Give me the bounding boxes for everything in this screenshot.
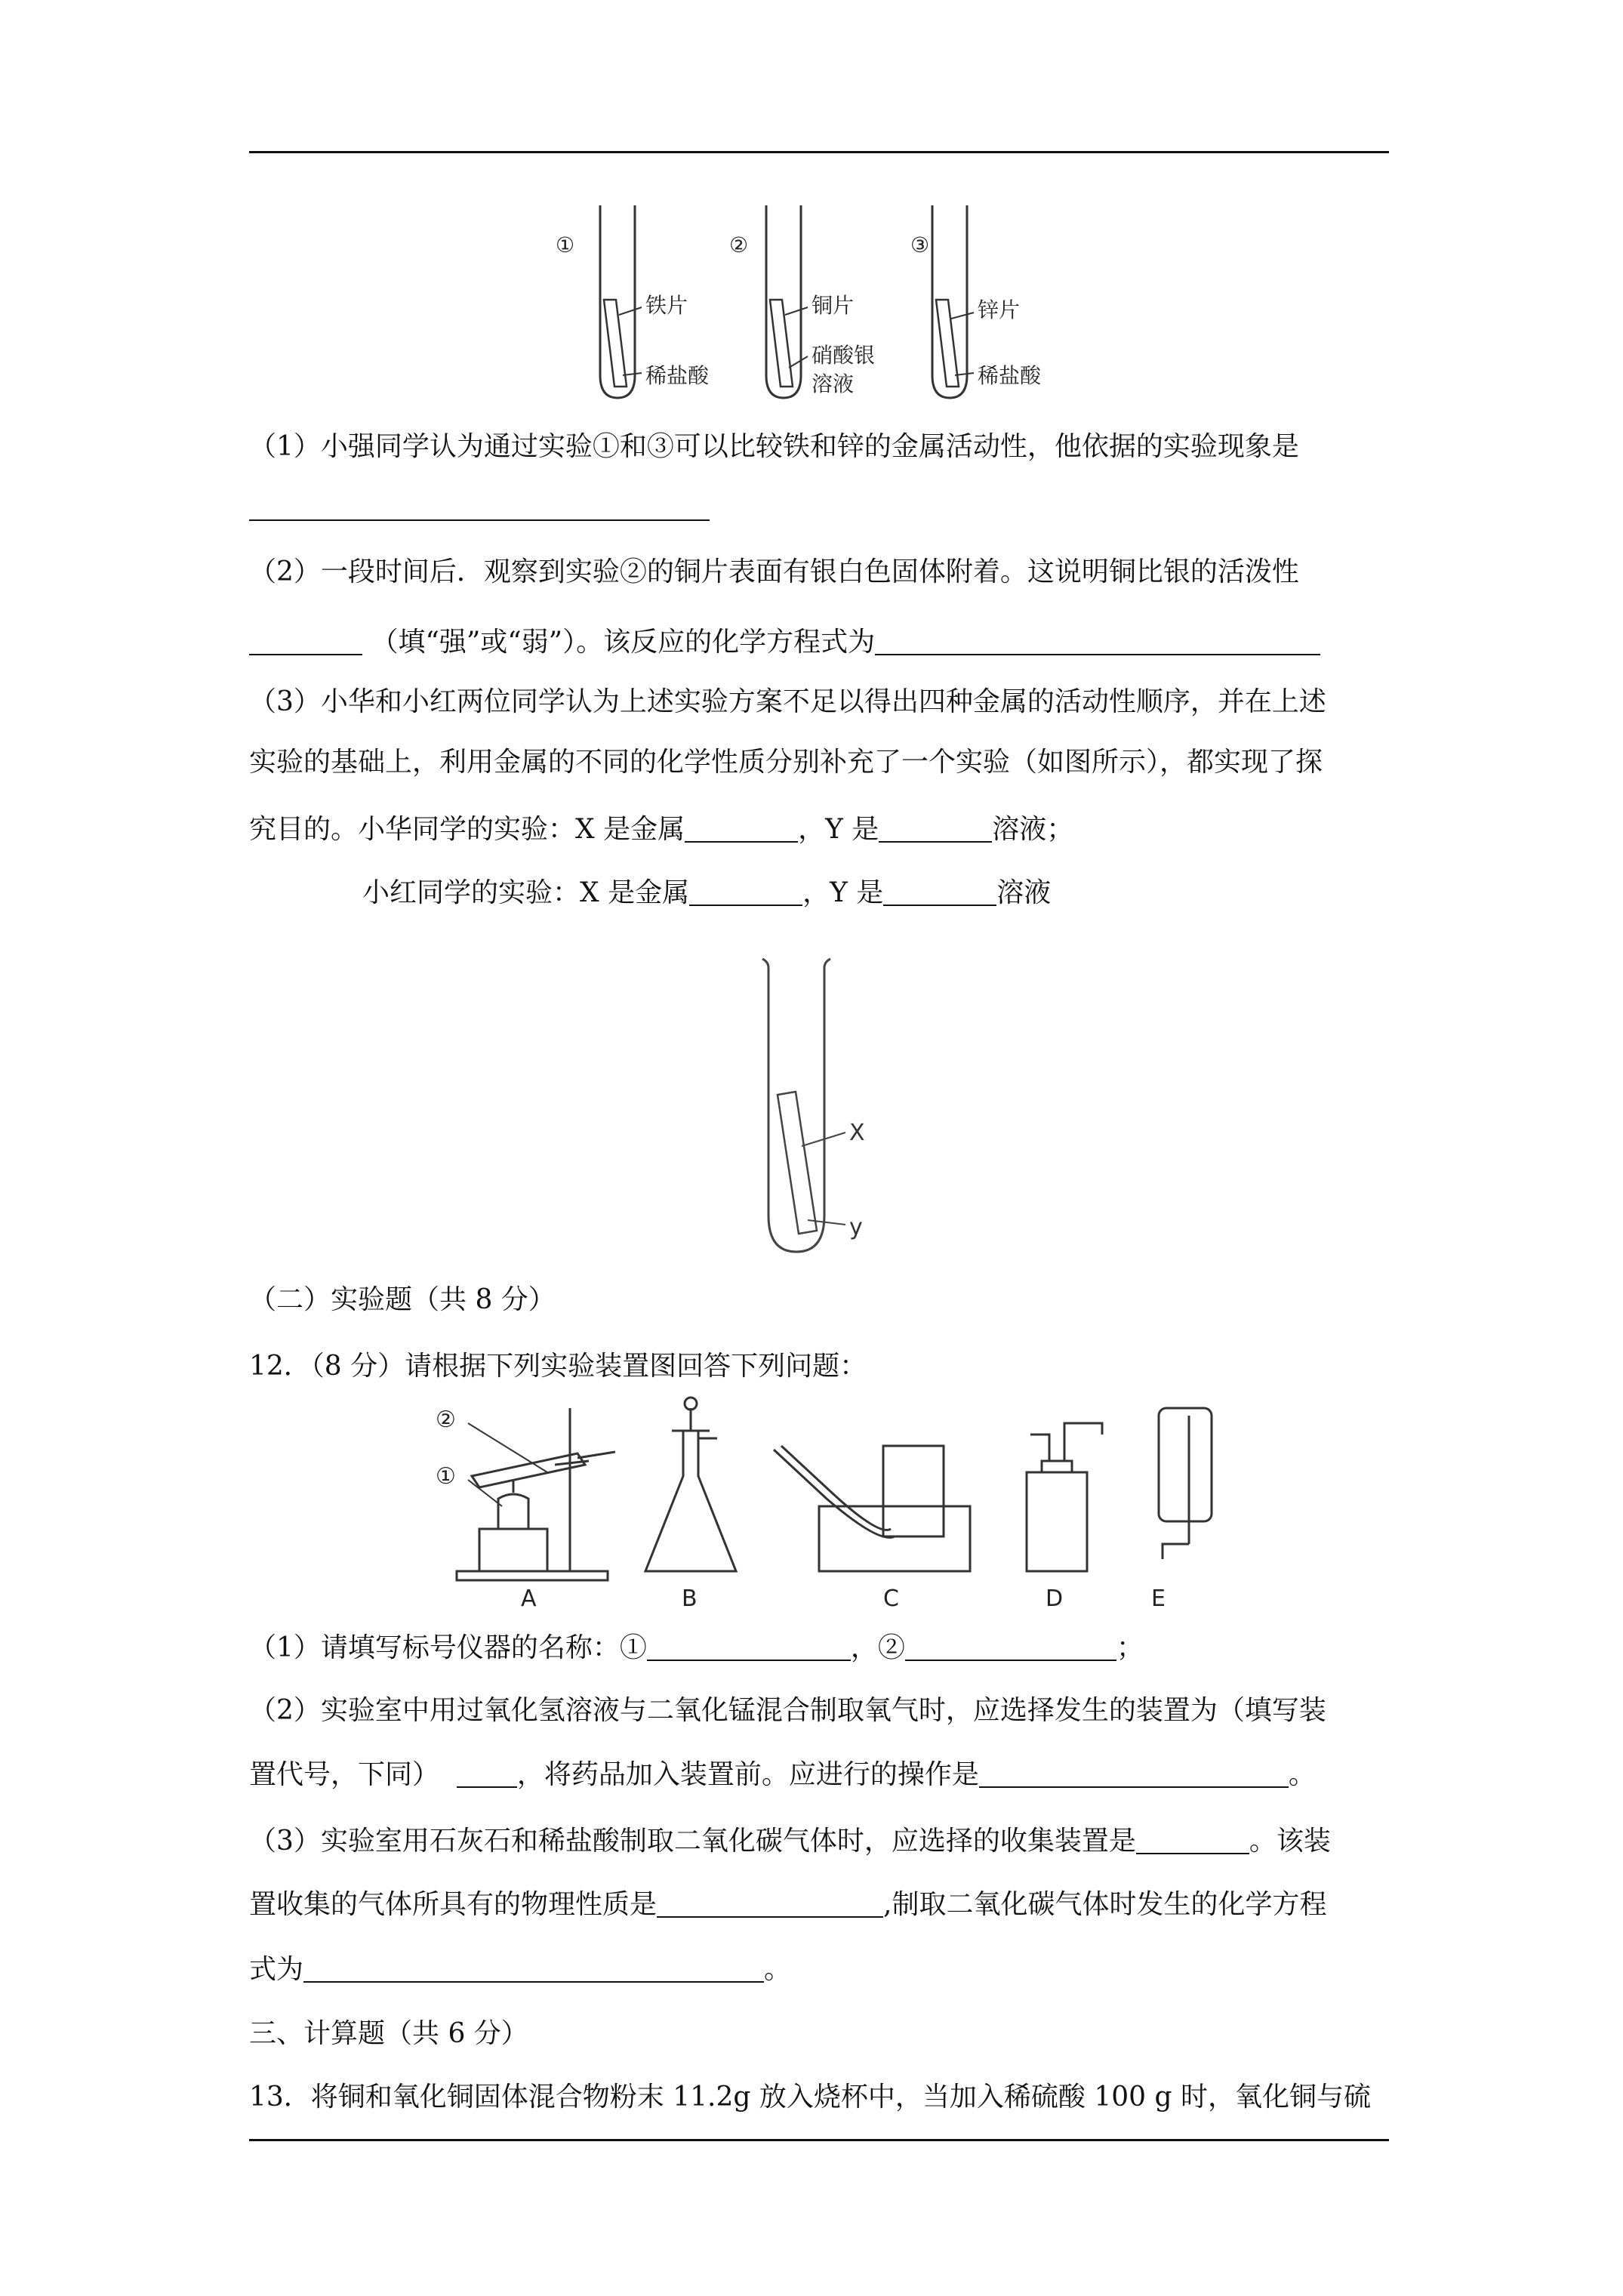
test-tubes-figure (544, 198, 1087, 405)
tube3-metal-label: 锌片 (978, 297, 1021, 322)
answer-blank[interactable] (879, 812, 992, 843)
apparatus-e-bottle (1159, 1408, 1212, 1521)
question-12-1-line: （1）请填写标号仪器的名称：① ，② ； (249, 1632, 1144, 1663)
answer-blank[interactable] (657, 1888, 883, 1918)
answer-blank[interactable] (647, 1631, 851, 1661)
question-3-line-3: 究目的。小华同学的实验：X 是金属 ，Y 是 溶液； (249, 814, 1074, 845)
apparatus-d-bottle (1027, 1472, 1087, 1571)
question-13-line: 13．将铜和氧化铜固体混合物粉末 11.2g 放入烧杯中，当加入稀硫酸 100 g 时，氧化铜与硫 (249, 2082, 1371, 2113)
question-3-line-4: 小红同学的实验：X 是金属 ，Y 是 溶液 (362, 877, 1052, 908)
answer-blank[interactable] (875, 625, 1320, 655)
question-12-2-line-2: 置代号，下同） ，将药品加入装置前。应进行的操作是 。 (249, 1759, 1316, 1790)
question-12-3-line-1: （3）实验室用石灰石和稀盐酸制取二氧化碳气体时，应选择的收集装置是 。该装 (249, 1826, 1331, 1857)
answer-blank[interactable] (883, 876, 996, 906)
question-3-line-1: （3）小华和小红两位同学认为上述实验方案不足以得出四种金属的活动性顺序，并在上述 (249, 686, 1326, 717)
label-c: C (883, 1586, 899, 1612)
marker-1: ① (436, 1463, 456, 1490)
top-rule (249, 151, 1389, 153)
question-2-line-1: （2）一段时间后．观察到实验②的铜片表面有银白色固体附着。这说明铜比银的活泼性 (249, 556, 1299, 587)
tube1-number: ① (556, 233, 575, 257)
answer-blank[interactable] (249, 491, 710, 521)
section-3-heading: 三、计算题（共 6 分） (249, 2018, 528, 2049)
question-1-answer-line (249, 491, 710, 525)
tube3-number: ③ (910, 233, 930, 257)
apparatus-a-base (457, 1571, 608, 1580)
label-d: D (1046, 1586, 1064, 1612)
answer-blank[interactable] (249, 625, 362, 655)
tube3-solution-label: 稀盐酸 (978, 363, 1042, 388)
tube2-number: ② (729, 233, 749, 257)
question-2-line-2: （填“强”或“弱”）。该反应的化学方程式为 (249, 625, 1320, 659)
question-3-line-2: 实验的基础上，利用金属的不同的化学性质分别补充了一个实验（如图所示），都实现了探 (249, 747, 1323, 778)
apparatus-c-tank (819, 1506, 970, 1571)
tube2-solution-label-2: 溶液 (812, 371, 855, 396)
answer-blank[interactable] (1136, 1824, 1249, 1854)
question-12-2-line-1: （2）实验室中用过氧化氢溶液与二氧化锰混合制取氧气时，应选择发生的装置为（填写装 (249, 1695, 1326, 1726)
tube1-metal-label: 铁片 (645, 293, 688, 318)
apparatus-a-block (479, 1529, 547, 1571)
answer-blank[interactable] (905, 1631, 1116, 1661)
answer-blank[interactable] (685, 812, 798, 843)
question-12-3-line-3: 式为 。 (249, 1954, 792, 1985)
answer-blank[interactable] (457, 1758, 517, 1788)
tube2-metal-label: 铜片 (812, 293, 855, 318)
label-e: E (1151, 1586, 1166, 1612)
tube2-solution-label-1: 硝酸银 (812, 343, 876, 368)
tube1-solution-label: 稀盐酸 (645, 363, 710, 388)
answer-blank[interactable] (689, 876, 802, 906)
section-2-heading: （二）实验题（共 8 分） (249, 1284, 556, 1315)
apparatus-c-bottle (883, 1446, 944, 1536)
question-1-line: （1）小强同学认为通过实验①和③可以比较铁和锌的金属活动性，他依据的实验现象是 (249, 431, 1299, 462)
bottom-rule (249, 2139, 1389, 2141)
label-a: A (521, 1586, 537, 1612)
answer-blank[interactable] (979, 1758, 1289, 1788)
question-12-3-line-2: 置收集的气体所具有的物理性质是 ,制取二氧化碳气体时发生的化学方程 (249, 1889, 1327, 1920)
label-b: B (682, 1586, 698, 1612)
answer-blank[interactable] (303, 1952, 764, 1983)
apparatus-figure (427, 1393, 1249, 1612)
x-label: X (849, 1120, 865, 1146)
y-label: y (849, 1214, 863, 1240)
marker-2: ② (436, 1407, 456, 1433)
single-tube-figure (732, 951, 898, 1261)
question-12-heading: 12．（8 分）请根据下列实验装置图回答下列问题： (249, 1351, 867, 1382)
